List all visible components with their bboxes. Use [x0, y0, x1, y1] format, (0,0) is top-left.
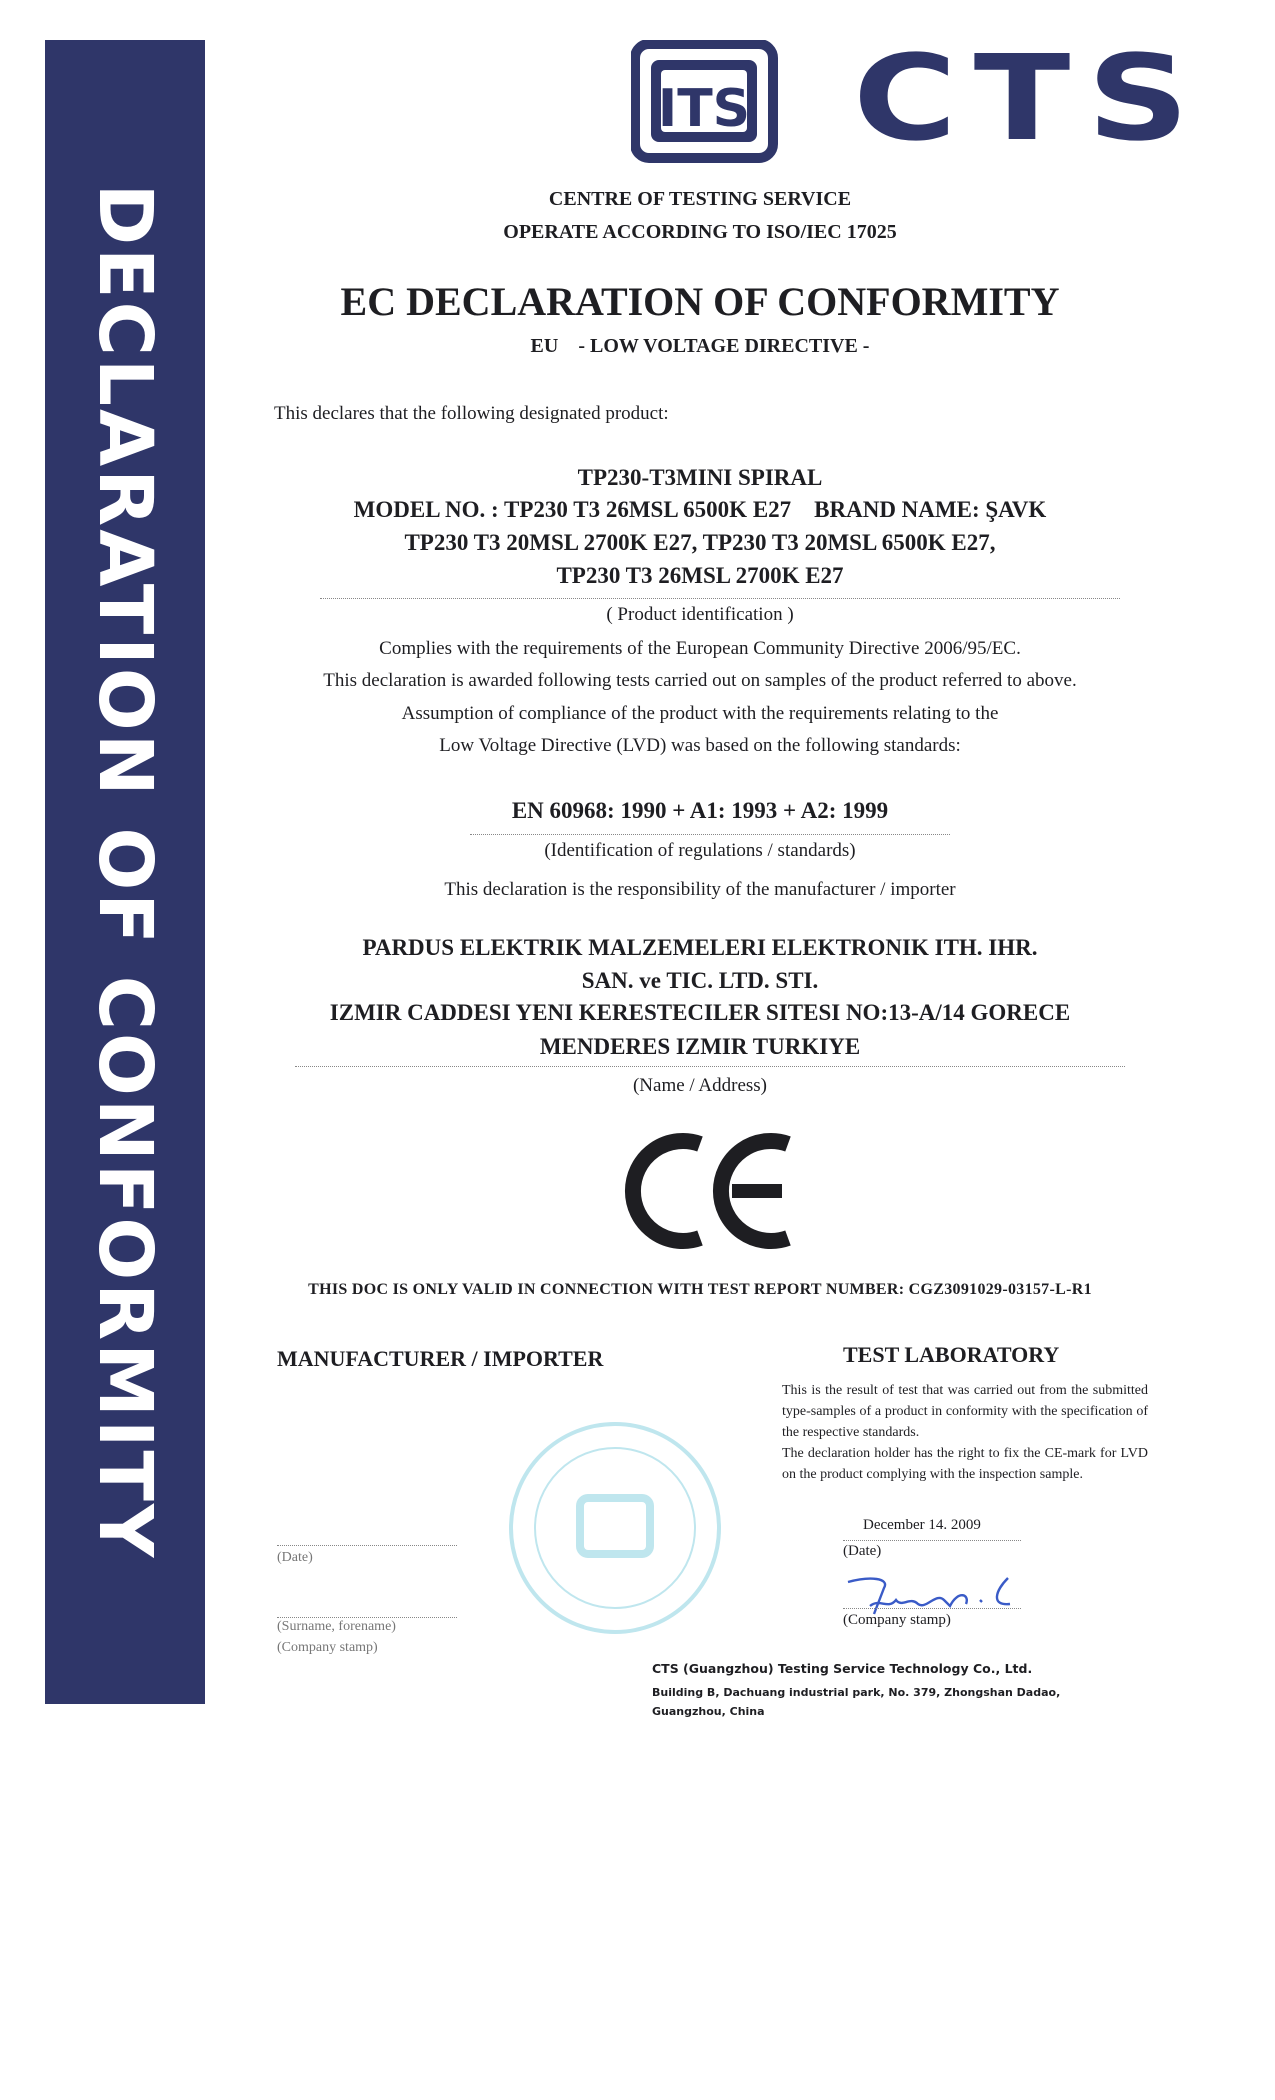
product-line: TP230 T3 26MSL 2700K E27 — [556, 563, 844, 588]
product-model: MODEL NO. : TP230 T3 26MSL 6500K E27 BRAND NAME: ŞAVK — [353, 497, 1047, 522]
divider — [470, 834, 950, 835]
manufacturer-line: IZMIR CADDESI YENI KERESTECILER SITESI NO:13-A/14 GORECE — [329, 1000, 1071, 1025]
intro-text: This declares that the following designated product: — [274, 403, 669, 424]
footer-address: Guangzhou, China — [652, 1705, 765, 1718]
date-line — [277, 1545, 457, 1546]
subtitle: EU - LOW VOLTAGE DIRECTIVE - — [530, 335, 870, 357]
product-line: TP230-T3MINI SPIRAL — [577, 465, 823, 490]
sidebar-title: DECLARATION OF CONFORMITY — [82, 183, 168, 1561]
responsibility-text: This declaration is the responsibility of the manufacturer / importer — [444, 879, 956, 900]
validity-note: THIS DOC IS ONLY VALID IN CONNECTION WITH TEST REPORT NUMBER: CGZ3091029-03157-L-R1 — [308, 1281, 1092, 1298]
date-label: (Date) — [843, 1543, 882, 1559]
header-line2: OPERATE ACCORDING TO ISO/IEC 17025 — [503, 221, 897, 243]
date-label: (Date) — [277, 1550, 313, 1565]
compliance-text: This declaration is awarded following tests carried out on samples of the product referred to above. — [323, 670, 1077, 691]
divider — [295, 1066, 1125, 1067]
its-logo-icon — [631, 40, 779, 164]
divider — [320, 598, 1120, 599]
stamp-icon — [500, 1418, 730, 1638]
laboratory-paragraph: This is the result of test that was carried out from the submitted type-samples of a product in conformity with the specification of the respective standards. — [782, 1383, 1148, 1440]
manufacturer-heading: MANUFACTURER / IMPORTER — [277, 1346, 604, 1371]
footer-company: CTS (Guangzhou) Testing Service Technology Co., Ltd. — [652, 1661, 1033, 1676]
surname-line — [277, 1617, 457, 1618]
compliance-text: Low Voltage Directive (LVD) was based on the following standards: — [439, 735, 961, 756]
compliance-text: Assumption of compliance of the product with the requirements relating to the — [401, 703, 999, 724]
issue-date: December 14. 2009 — [863, 1517, 981, 1533]
manufacturer-caption: (Name / Address) — [632, 1075, 768, 1096]
manufacturer-line: PARDUS ELEKTRIK MALZEMELERI ELEKTRONIK ITH. IHR. — [362, 935, 1038, 960]
manufacturer-line: MENDERES IZMIR TURKIYE — [539, 1034, 861, 1059]
footer-address: Building B, Dachuang industrial park, No. 379, Zhongshan Dadao, — [652, 1686, 1061, 1699]
product-caption: ( Product identification ) — [606, 604, 794, 625]
laboratory-paragraph: The declaration holder has the right to fix the CE-mark for LVD on the product complying with the inspection sample. — [782, 1446, 1148, 1482]
standards-caption: (Identification of regulations / standards) — [544, 840, 856, 861]
standards-value: EN 60968: 1990 + A1: 1993 + A2: 1999 — [511, 798, 889, 823]
manufacturer-line: SAN. ve TIC. LTD. STI. — [581, 968, 819, 993]
product-line: TP230 T3 20MSL 2700K E27, TP230 T3 20MSL 6500K E27, — [404, 530, 996, 555]
company-stamp-label: (Company stamp) — [277, 1640, 378, 1655]
compliance-text: Complies with the requirements of the European Community Directive 2006/95/EC. — [379, 638, 1021, 659]
cts-brand: CTS — [853, 29, 1206, 167]
svg-text:ITS: ITS — [657, 79, 751, 139]
header-line1: CENTRE OF TESTING SERVICE — [548, 188, 852, 210]
page-title: EC DECLARATION OF CONFORMITY — [340, 279, 1060, 324]
ce-mark-icon — [622, 1130, 794, 1252]
test-laboratory-heading: TEST LABORATORY — [843, 1342, 1060, 1367]
stamp-line — [843, 1608, 1021, 1609]
company-stamp-label: (Company stamp) — [843, 1612, 951, 1628]
surname-label: (Surname, forename) — [277, 1619, 396, 1634]
sidebar-banner — [45, 40, 205, 1704]
date-line — [843, 1540, 1021, 1541]
